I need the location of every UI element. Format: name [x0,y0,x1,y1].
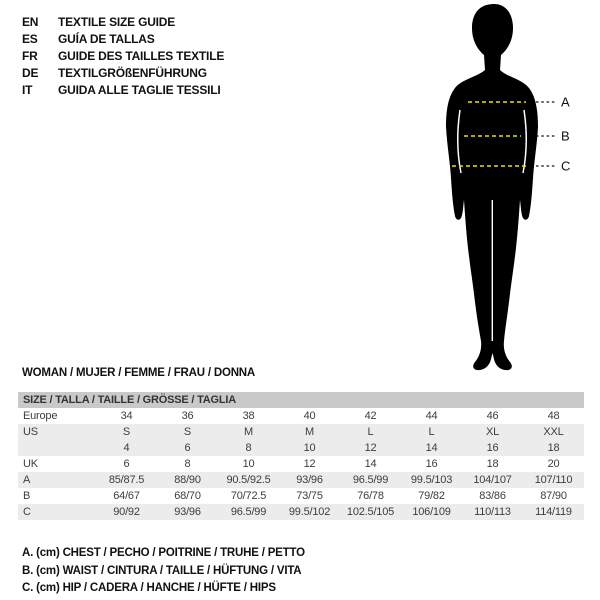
table-row [18,424,584,440]
woman-silhouette-figure [420,0,600,380]
row-label: A [23,474,31,486]
language-code: FR [22,49,38,63]
table-cell: 14 [364,458,377,470]
table-cell: 4 [123,442,130,454]
table-cell: 114/119 [535,506,572,518]
table-cell: 16 [425,458,438,470]
table-cell: 8 [184,458,191,470]
table-cell: 44 [425,410,438,422]
table-cell: 96.5/99 [230,506,267,518]
table-cell: 16 [486,442,499,454]
table-cell: 88/90 [174,474,201,486]
table-cell: 83/86 [479,490,506,502]
table-cell: M [244,426,253,438]
table-cell: 20 [547,458,560,470]
table-cell: 38 [242,410,255,422]
table-cell: 8 [245,442,252,454]
table-cell: 70/72.5 [230,490,267,502]
row-label: UK [23,458,38,470]
language-row-it [22,82,224,99]
table-cell: 12 [364,442,377,454]
table-cell: 14 [425,442,438,454]
table-cell: M [305,426,314,438]
table-cell: 42 [364,410,377,422]
row-label: C [23,506,31,518]
table-cell: 73/75 [296,490,323,502]
language-code: IT [22,83,33,97]
table-cell: 90.5/92.5 [226,474,271,486]
guide-title-fr: GUIDE DES TAILLES TEXTILE [58,49,225,63]
table-cell: S [122,426,131,438]
table-cell: 93/96 [174,506,201,518]
table-cell: 18 [486,458,499,470]
table-cell: L [367,426,374,438]
table-cell: 68/70 [174,490,201,502]
table-row [18,488,584,504]
table-cell: 34 [120,410,133,422]
size-table [18,392,584,520]
table-cell: 104/107 [473,474,512,486]
guide-title-it: GUIDA ALLE TAGLIE TESSILI [58,83,221,97]
legend-item-chest: A. (cm) CHEST / PECHO / POITRINE / TRUHE / PETTO [22,547,305,559]
table-cell: 110/113 [474,506,511,518]
table-cell: 46 [486,410,499,422]
legend-item-waist: B. (cm) WAIST / CINTURA / TAILLE / HÜFTUNG / VITA [22,564,302,577]
row-label: B [23,490,31,502]
marker-label-hip: C [561,158,571,174]
language-code: EN [22,15,39,29]
table-cell: 64/67 [113,490,140,502]
table-cell: 10 [303,442,316,454]
marker-label-waist: B [561,128,570,144]
table-cell: 10 [242,458,255,470]
language-row-es [22,31,224,48]
table-row [18,456,584,472]
table-row [18,472,584,488]
legend-item-hip: C. (cm) HIP / CADERA / HANCHE / HÜFTE / HIPS [22,582,276,594]
language-list [22,14,224,99]
language-code: ES [22,32,38,46]
table-cell: XL [485,426,500,438]
marker-label-chest: A [561,94,570,110]
table-cell: 90/92 [113,506,140,518]
table-cell: 12 [303,458,316,470]
table-cell: XXL [543,426,564,438]
language-row-en [22,14,224,31]
language-code: DE [22,66,39,80]
table-cell: L [428,426,435,438]
table-cell: 18 [547,442,560,454]
row-label: US [23,426,38,438]
table-cell: 96.5/99 [352,474,389,486]
guide-title-en: TEXTILE SIZE GUIDE [58,15,176,29]
language-row-de [22,65,224,82]
table-cell: 93/96 [296,474,323,486]
table-cell: 40 [303,410,316,422]
table-cell: 107/110 [534,474,573,486]
guide-title-de: TEXTILGRÖßENFÜHRUNG [58,66,207,80]
table-row [18,440,584,456]
table-cell: 85/87.5 [108,474,145,486]
table-cell: 6 [123,458,130,470]
table-cell: S [183,426,192,438]
row-label [18,440,96,456]
table-cell: 76/78 [357,490,384,502]
table-cell: 102.5/105 [346,506,395,518]
table-row [18,408,584,424]
measurement-legend [22,545,305,598]
table-row [18,504,584,520]
table-header: SIZE / TALLA / TAILLE / GRÖSSE / TAGLIA [18,392,584,408]
row-label: Europe [23,410,58,422]
table-cell: 87/90 [540,490,567,502]
table-cell: 99.5/103 [410,474,453,486]
table-cell: 36 [181,410,194,422]
table-cell: 79/82 [418,490,445,502]
table-cell: 106/109 [412,506,451,518]
table-cell: 6 [184,442,191,454]
table-cell: 99.5/102 [288,506,331,518]
guide-title-es: GUÍA DE TALLAS [58,32,155,46]
language-row-fr [22,48,224,65]
table-body [18,408,584,520]
section-title-woman: WOMAN / MUJER / FEMME / FRAU / DONNA [22,367,256,379]
table-cell: 48 [547,410,560,422]
